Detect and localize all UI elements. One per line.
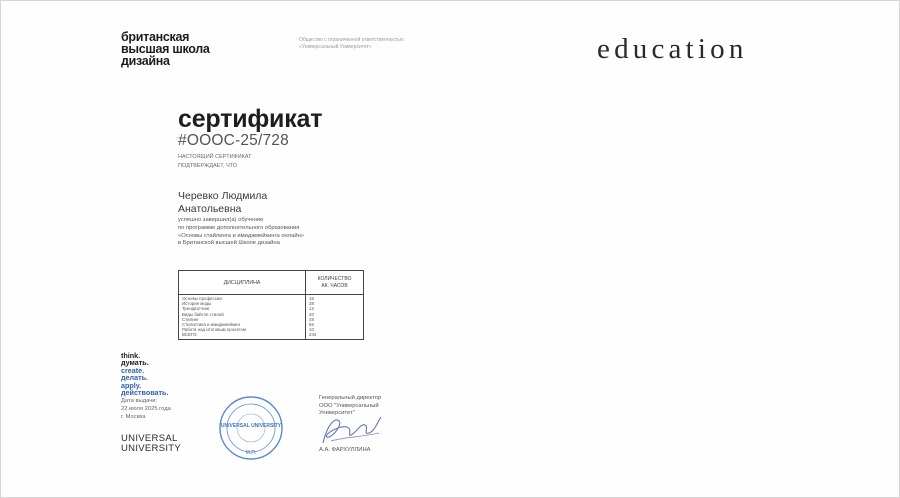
- school-logo-line: дизайна: [121, 54, 170, 68]
- school-logo-line: высшая школа: [121, 42, 210, 56]
- uu-logo-line: UNIVERSITY: [121, 443, 182, 454]
- issue-line: г. Москва: [121, 414, 146, 420]
- issue-line: Дата выдачи:: [121, 398, 158, 404]
- signature: [317, 411, 387, 449]
- signer-name: А.А. ФАРХУЛЛИНА: [319, 447, 371, 453]
- confirm-line: НАСТОЯЩИЙ СЕРТИФИКАТ: [178, 154, 252, 160]
- stamp-seal: [211, 394, 291, 464]
- hours-cell: 10: [309, 327, 314, 333]
- completion-line: в Британской высшей Школе дизайна: [178, 240, 280, 247]
- discipline-cell: История моды: [182, 301, 212, 307]
- school-logo: [121, 31, 210, 67]
- org-note-line: Общество с ограниченной ответственностью: [299, 37, 404, 43]
- header-hours-line: АК. ЧАСОВ: [321, 283, 348, 289]
- holder-name: [178, 190, 267, 215]
- completion-line: «Основы стайлинга и имиджмейкинга онлайн»: [178, 232, 305, 239]
- issue-line: 22 июля 2025 года: [121, 406, 171, 412]
- discipline-cell: Основы профессии: [182, 296, 222, 301]
- header-hours: [306, 276, 363, 290]
- completion-line: успешно завершил(а) обучение: [178, 217, 264, 223]
- hours-cell: 48: [309, 316, 314, 322]
- certificate-title: сертификат: [178, 105, 323, 133]
- header-hours-line: КОЛИЧЕСТВО: [317, 276, 352, 282]
- organization-note: [299, 37, 404, 51]
- issue-info: [121, 397, 171, 421]
- discipline-cell: Стилинг: [182, 316, 199, 322]
- director-line: Генеральный директор: [319, 395, 382, 401]
- disciplines-table: [178, 270, 364, 340]
- slogan-line: apply.: [121, 380, 142, 390]
- discipline-cell: Стилистика и имиджмейкинг: [182, 321, 241, 327]
- brand-word: education: [597, 33, 748, 65]
- discipline-cell: Виды байтоп стилей: [182, 311, 224, 317]
- holder-name-line: Анатольевна: [178, 202, 242, 215]
- director-line: Университет": [319, 410, 355, 416]
- director-line: ООО "Универсальный: [319, 402, 379, 409]
- slogan-line: действовать.: [121, 388, 169, 398]
- hours-cell: 16: [309, 296, 314, 301]
- discipline-cell: Работа над итоговым проектом: [182, 327, 246, 333]
- certificate-number: #OOOC-25/728: [178, 132, 289, 149]
- stamp-text: UNIVERSAL UNIVERSITY: [220, 423, 282, 429]
- header-discipline: ДИСЦИПЛИНА: [223, 280, 261, 286]
- think-slogan: [121, 352, 168, 396]
- hours-cell: 56: [309, 321, 314, 327]
- discipline-cell: Трендвотчинг: [182, 306, 210, 312]
- completion-line: по программе дополнительного образования: [178, 224, 300, 231]
- discipline-cell: ВСЕГО:: [182, 332, 198, 338]
- uu-logo-line: UNIVERSAL: [121, 433, 178, 444]
- hours-cell: 20: [309, 311, 314, 317]
- slogan-line: think.: [121, 351, 141, 360]
- hours-cell: 244: [309, 332, 317, 338]
- org-note-line: «Универсальный Университет»: [299, 44, 372, 50]
- holder-name-line: Черевко Людмила: [178, 190, 268, 202]
- hours-cell: 38: [309, 301, 314, 307]
- confirm-text: [178, 153, 251, 171]
- table-header: [179, 271, 363, 295]
- hours-cell: 12: [309, 306, 314, 312]
- completion-text: [178, 217, 378, 248]
- slogan-line: думать.: [121, 358, 149, 368]
- slogan-line: create.: [121, 365, 145, 375]
- confirm-line: ПОДТВЕРЖДАЕТ, ЧТО: [178, 163, 238, 169]
- universal-university-logo: [121, 434, 181, 454]
- table-row-total: [179, 332, 363, 337]
- stamp-mp: М.П.: [245, 450, 257, 456]
- school-logo-line: британская: [121, 30, 190, 44]
- table-body: [179, 296, 363, 338]
- slogan-line: делать.: [121, 373, 149, 383]
